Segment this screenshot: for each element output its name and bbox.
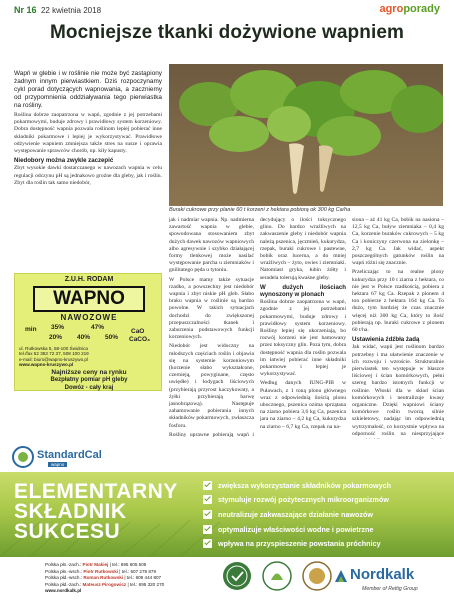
- contact-row: Polska płd.-zach.: Mateusz Pirogowicz | tel.: 695 320 270: [45, 581, 165, 587]
- contact-name: Roman Rutkowski: [83, 575, 124, 581]
- benefit-item: [203, 536, 448, 551]
- ad-www[interactable]: www.wapno-kruszywo.pl: [19, 362, 74, 368]
- paragraph: decydujący o ilości toksycznego glinu. Do bardzo wrażliwych na zakwaszenie gleby i niedobór wapnia należą pszenica, jęczmień, kukurydza, rzepak, buraki cukrowe i pastewne, bobik oraz lucerna, a do mniej wrażliwych – żyto, owies i ziemniaki. Natomiast gryka, łubin żółty i seradela tolerują kwaśne gleby.: [260, 217, 346, 281]
- checkbox-icon: [203, 539, 212, 548]
- contact-region: Polska płd.-zach.:: [45, 581, 82, 587]
- benefit-item: [203, 522, 448, 537]
- quality-seal-icon: [302, 561, 332, 591]
- certificate-seal-icon: [222, 561, 252, 591]
- paragraph: Zbyt wysokie dawki dostarczanego w nawozach wapnia w celu regulacji odczynu pH są jednakowo groźne dla gleby, jak i roślin. Zbyt dla roślin tak samo niedobór,: [14, 165, 162, 186]
- benefit-list: [203, 478, 448, 551]
- nordkalk-logo-text: Nordkalk: [350, 566, 415, 583]
- sugar-beet-photo: [169, 64, 443, 206]
- nordkalk-tagline: Member of Rettig Group: [362, 586, 418, 592]
- benefit-text: optymalizuje właściwości wodne i powietrzne: [218, 524, 374, 534]
- standardcal-name: StandardCal: [37, 449, 102, 461]
- subheading: Niedobory można zwykle zaczepić: [14, 157, 114, 165]
- paragraph: Przeliczając to na realne plony kukurydza przy 10 t ziarna z hektara, co nie jest w Polsce rzadkością, pobiera z hektara 67 kg Ca. Rzepak z plonem 4 ton pobierze z hektara 164 kg Ca. To dużo, tym bardziej że czas znacznie więcej niż 300 kg Ca, który to ilość pobierają np. buraki cukrowe z plonem 60 t/ha.: [352, 269, 444, 334]
- paragraph: Niedobór jest widoczny na młodszych częściach roślin i objawia się na systemie korzeniowym (korzenie słabo wykształcone, czernieją, powyginane, często uwiędłe) i łodygach liściowych (przybierają przyrost kaczykowaty, a żyłki przybierają barwę jasnobrązową). Następuje zahamowanie pobierania innych składników pokarmowych, zwłaszcza fosforu.: [169, 343, 254, 429]
- subheading: W dużych ilościach wynoszony w plonach: [260, 283, 346, 299]
- issue-date: 22 kwietnia 2018: [40, 6, 102, 15]
- ad-pct: 47%: [91, 324, 105, 331]
- ad-slogan: Bezpłatny pomiar pH gleby: [50, 377, 128, 383]
- wapno-advertisement: [14, 273, 162, 391]
- paragraph: jak i nadmiar wapnia. Np. nadmierna zawartość wapnia w glebie, spowodowana stosowaniem zbyt dużych dawek nawozów wapniowych albo agresywnie i szybko działającej formy tlenkowej może nasilać występowanie parcha u ziemniaków i gnilitatego pęda u tytoniu.: [169, 217, 254, 274]
- contact-name: Piotr Rutkowski: [83, 568, 119, 574]
- banner-title: [14, 482, 178, 542]
- ad-company: Z.U.H. RODAM: [64, 276, 114, 283]
- benefit-text: stymuluje rozwój pożytecznych mikroorganizmów: [218, 495, 389, 505]
- ad-product-sub: NAWOZOWE: [37, 313, 141, 322]
- ad-caco3: CaCO₃: [129, 336, 151, 343]
- ad-slogan: Najniższe ceny na rynku: [51, 369, 127, 376]
- ad-contact: [19, 346, 159, 368]
- beet-leaves-illustration: [169, 64, 443, 206]
- contact-name: Piotr Makiej: [82, 562, 109, 567]
- checkbox-icon: [203, 481, 212, 490]
- banner-title-line: ELEMENTARNY: [14, 480, 178, 503]
- brand-agro: agro: [379, 3, 404, 15]
- paragraph: Rośliny uprawne pobierają wapń i: [169, 431, 254, 438]
- benefit-text: wpływa na przyspieszenie powstania próchnicy: [218, 539, 381, 549]
- ad-pct: 50%: [105, 334, 119, 341]
- standardcal-logo-icon: [12, 446, 34, 468]
- paragraph: siona – aż 41 kg Ca, bobik na nasiona – 12,5 kg Ca, buływ ziemniaka – 0,4 kg Ca, korzenie buraków cukrowych – 5 kg Ca i koniczyny czerwona na zielonkę – 2,7 kg Ca. Jak widać, aspekt poszczególnych gatunków roślin na wapń różni się znacznie.: [352, 217, 444, 267]
- ad-min-label: min: [25, 326, 37, 333]
- page-header: [0, 0, 454, 22]
- footer-www[interactable]: www.nordkalk.pl: [45, 588, 82, 594]
- contact-name: Mateusz Pirogowicz: [82, 581, 127, 587]
- article-column-4: [352, 217, 444, 439]
- banner-title-line: SUKCESU: [14, 520, 121, 543]
- contact-region: Polska płn.-zach.:: [45, 562, 82, 567]
- contact-tel: tel.: 695 605 505: [112, 562, 147, 567]
- brand-logo: [379, 3, 440, 15]
- subheading: Ustawienia źdźbła żadą: [352, 336, 420, 344]
- ad-pct: 40%: [77, 334, 91, 341]
- ad-pct: 20%: [49, 334, 63, 341]
- paragraph: W Polsce mamy także sytuacje rzadko, a powszechny jest niedobór wapnia i zbyt niskie pH gleb. Słabo braku wapnia w roślinie są bardzo powolne. W takich sytuacjach dochodzi do zwiększonej przepuszczalności tkanek i zaburzenia podstawowych funkcji korzeniowych.: [169, 276, 254, 341]
- eco-certificate-icon: [262, 561, 292, 591]
- ad-address: ul. Rutkowska 5, 58-100 Świdnica: [19, 346, 88, 351]
- article-headline: Mocniejsze tkanki dożywione wapniem: [49, 22, 405, 43]
- ad-email[interactable]: e-mail: biuro@wapno-kruszywo.pl: [19, 356, 89, 362]
- contact-region: Polska płn.-wsch.:: [45, 568, 83, 574]
- paragraph: Jak widać, wapń jest roślinom bardzo potrzebny i ma ułatwienie znaczenie w ich rozwoju i wzroście. Strukturalnie pierwiastek ten występuje w błaszce liściowej i ścian komórkowych, pełni szereg bardzo istotnych funkcji w roślinie. Włoski dla w skład ścian komórkowych i neutralizuje kwasy organiczne. Dzięki wapniowi ściany komórkowe roślin tworzą silnie szkieletowy, nadając im odpowiednią wytrzymałość, co korzystnie wpływa na odporność roślin na niesprzyjające: [352, 344, 444, 437]
- benefit-text: zwiększa wykorzystanie składników pokarmowych: [218, 480, 391, 490]
- article-column-2: [169, 217, 254, 439]
- ad-product: WAPNO: [33, 286, 145, 312]
- contact-row: Polska płn.-wsch.: Piotr Rutkowski | tel.: 607 278 879: [45, 568, 157, 574]
- nordkalk-logo-icon: [334, 569, 348, 583]
- checkbox-icon: [203, 495, 212, 504]
- checkbox-icon: [203, 510, 212, 519]
- sales-contacts: [45, 562, 164, 595]
- banner-title-line: SKŁADNIK: [14, 500, 127, 523]
- contact-tel: tel.: 609 444 807: [126, 575, 162, 581]
- contact-tel: tel.: 695 320 270: [129, 581, 165, 587]
- contact-row: Polska płn.-zach.: Piotr Makiej | tel.: 695 605 505: [45, 562, 147, 567]
- ad-tel: tel./fax 52 353 72 37, 508 100 219: [19, 351, 89, 357]
- contact-region: Polska płd.-wsch.:: [45, 575, 83, 581]
- benefit-item: [203, 507, 448, 522]
- ad-pct: 35%: [51, 324, 65, 331]
- article-column-1: [14, 70, 162, 270]
- benefit-item: [203, 493, 448, 508]
- standardcal-sub: wapno: [48, 462, 67, 467]
- photo-caption: Buraki cukrowe przy planie 60 t korzeni z hektara pobiorą ok 300 kg Ca/ha: [169, 207, 351, 213]
- issue-info: [14, 5, 101, 15]
- checkbox-icon: [203, 525, 212, 534]
- paragraph: Według danych IUNG-PIB w Puławach, z 1 toną plonu głównego wraz z odpowiednią ilością plonu ubocznego, pszenica ozima sprzątana na ziarno pobiera 3,6 kg Ca, pszenica jara na ziarno – 4,2 kg Ca, kukurydza na ziarno – 6,7 kg Ca, rzepak na na-: [260, 380, 346, 430]
- issue-number: Nr 16: [14, 5, 37, 15]
- contact-tel: tel.: 607 278 879: [121, 568, 157, 574]
- product-banner: [0, 472, 454, 557]
- article-lead: Wapń w glebie i w roślinie nie może być zastąpiony żadnym innym pierwiastkiem. Dziś rozpoczynamy cykl porad dotyczących wapnowania, a zaczniemy od przypomnienia oddziaływania tego pierwiastka na rośliny.: [14, 70, 162, 109]
- contact-row: Polska płd.-wsch.: Roman Rutkowski | tel.: 609 444 807: [45, 575, 162, 581]
- paragraph: Roślina dobrze zaopatrzona w wapń, zgodnie z jej potrzebami pokarmowymi, buduje zdrowy i prawidłowy system korzeniowy. Rośliny lepiej się ukorzeniają, bo rozwój korzeni nie jest hamowany przez toksyczny glin. Poza tym, dobra dostępność wapnia dla roślin pozwala im łatwiej pobierać inne składniki pokarmowe i lepiej je wykorzystywać.: [260, 299, 346, 378]
- brand-porady: porady: [403, 3, 440, 15]
- ad-slogan: Dowóz - cały kraj: [64, 385, 114, 391]
- benefit-text: neutralizuje zakwaszające działanie nawozów: [218, 509, 373, 519]
- paragraph: Roślina dobrze zaopatrzona w wapń, zgodnie z jej potrzebami pokarmowymi, buduje zdrowy i prawidłowy system korzeniowy. Dobra dostępność wapnia pozwala roślinom lepiej pobierać inne składniki pokarmowe i lepiej je wykorzystywać. Prawidłowe odżywienie wapniem zmniejsza także stres na susze i oprawia występowanie sprawców chorób, np. kiły kapusty.: [14, 112, 162, 155]
- ad-cao: CaO: [131, 328, 145, 335]
- benefit-item: [203, 478, 448, 493]
- article-column-3: [260, 217, 346, 439]
